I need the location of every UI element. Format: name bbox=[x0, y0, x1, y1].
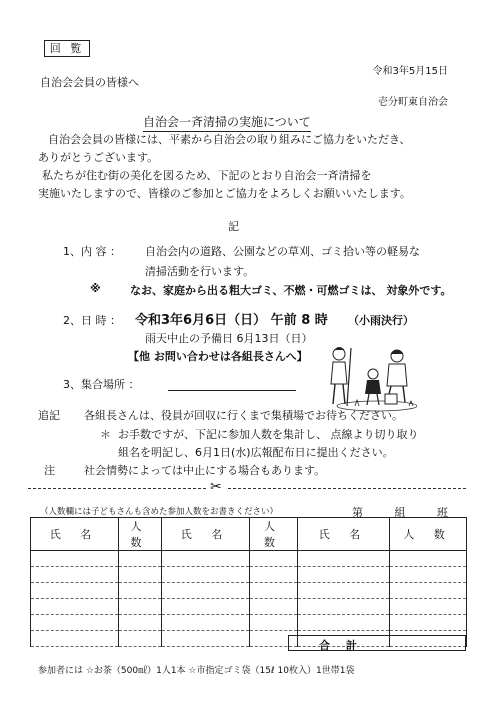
count-cell[interactable] bbox=[390, 615, 467, 631]
count-cell[interactable] bbox=[119, 567, 162, 583]
addendum-line-3: 組名を明記し、6月1日(水)広報配布日に提出ください。 bbox=[118, 446, 394, 459]
addendum-label: 追記 bbox=[38, 409, 60, 422]
col-count-2: 人 数 bbox=[250, 518, 298, 551]
total-cell[interactable] bbox=[288, 635, 466, 651]
addressee: 自治会会員の皆様へ bbox=[40, 76, 139, 89]
col-count-3: 人 数 bbox=[390, 518, 467, 551]
count-cell[interactable] bbox=[390, 583, 467, 599]
form-caption: （人数欄には子どもさんも含めた参加人数をお書きください） bbox=[40, 507, 279, 517]
caution-label: 注 bbox=[44, 464, 55, 477]
count-cell[interactable] bbox=[250, 567, 298, 583]
col-count-1: 人 数 bbox=[119, 518, 162, 551]
count-cell[interactable] bbox=[119, 631, 162, 647]
table-row bbox=[31, 599, 467, 615]
notice-date: 令和3年5月15日 bbox=[372, 66, 448, 77]
count-cell[interactable] bbox=[119, 551, 162, 567]
count-cell[interactable] bbox=[119, 583, 162, 599]
intro-line-3: 私たちが住む街の美化を図るため、下記のとおり自治会一斉清掃を bbox=[42, 169, 372, 182]
name-cell[interactable] bbox=[298, 567, 390, 583]
count-cell[interactable] bbox=[250, 583, 298, 599]
name-cell[interactable] bbox=[162, 567, 250, 583]
rain-date: 雨天中止の予備日 6月13日（日） bbox=[145, 332, 313, 345]
table-row bbox=[31, 567, 467, 583]
datetime-label: 2、日 時 ： bbox=[63, 314, 121, 327]
datetime-value: 令和3年6月6日（日） 午前 8 時 bbox=[135, 313, 328, 328]
name-cell[interactable] bbox=[162, 615, 250, 631]
datetime-weather: （小雨決行） bbox=[348, 314, 414, 327]
table-row bbox=[31, 615, 467, 631]
col-name-3: 氏 名 bbox=[298, 518, 390, 551]
col-name-1: 氏 名 bbox=[31, 518, 119, 551]
name-cell[interactable] bbox=[162, 599, 250, 615]
table-row bbox=[31, 551, 467, 567]
participant-gifts-note: 参加者には ☆お茶（500㎖）1人1本 ☆市指定ゴミ袋（15ℓ 10枚入）1世帯1袋 bbox=[38, 666, 355, 676]
name-cell[interactable] bbox=[31, 631, 119, 647]
addendum-line-1: 各組長さんは、役員が回収に行くまで集積場でお待ちください。 bbox=[84, 409, 403, 422]
name-cell[interactable] bbox=[162, 551, 250, 567]
table-header-row bbox=[31, 518, 467, 551]
count-cell[interactable] bbox=[250, 551, 298, 567]
organization-name: 壱分町東自治会 bbox=[378, 97, 448, 108]
name-cell[interactable] bbox=[162, 583, 250, 599]
content-note: なお、家庭から出る粗大ゴミ、不燃・可燃ゴミは、 対象外です。 bbox=[130, 284, 452, 297]
name-cell[interactable] bbox=[31, 583, 119, 599]
name-cell[interactable] bbox=[298, 551, 390, 567]
caution-note: 社会情勢によっては中止にする場合もあります。 bbox=[84, 464, 326, 477]
contact-note: 【他 お問い合わせは各組長さんへ】 bbox=[128, 350, 308, 363]
count-cell[interactable] bbox=[250, 599, 298, 615]
cut-line bbox=[28, 488, 466, 489]
addendum-mark: ＊ bbox=[100, 428, 111, 441]
count-cell[interactable] bbox=[119, 599, 162, 615]
notice-title: 自治会一斉清掃の実施について bbox=[143, 113, 311, 132]
name-cell[interactable] bbox=[298, 615, 390, 631]
name-cell[interactable] bbox=[31, 599, 119, 615]
participant-table bbox=[30, 517, 467, 647]
intro-line-4: 実施いたしますので、皆様のご参加とご協力をよろしくお願いいたします。 bbox=[38, 187, 411, 200]
count-cell[interactable] bbox=[119, 615, 162, 631]
name-cell[interactable] bbox=[31, 551, 119, 567]
total-label: 合 計 bbox=[319, 639, 363, 652]
name-cell[interactable] bbox=[162, 631, 250, 647]
scissors-icon: ✂ bbox=[206, 479, 226, 495]
name-cell[interactable] bbox=[31, 615, 119, 631]
name-cell[interactable] bbox=[298, 583, 390, 599]
cleaning-people-illustration bbox=[325, 342, 417, 412]
table-row bbox=[31, 583, 467, 599]
note-mark: ※ bbox=[90, 282, 101, 295]
ki-heading: 記 bbox=[228, 220, 239, 233]
content-line-2: 清掃活動を行います。 bbox=[145, 265, 255, 278]
addendum-line-2: お手数ですが、下記に参加人数を集計し、 点線より切り取り bbox=[118, 428, 419, 441]
count-cell[interactable] bbox=[390, 567, 467, 583]
count-cell[interactable] bbox=[390, 551, 467, 567]
meeting-place-blank bbox=[168, 390, 296, 391]
name-cell[interactable] bbox=[31, 567, 119, 583]
meeting-label: 3、集合場所 ： bbox=[63, 378, 140, 391]
count-cell[interactable] bbox=[250, 615, 298, 631]
count-cell[interactable] bbox=[390, 599, 467, 615]
content-line-1: 自治会内の道路、公園などの草刈、ゴミ拾い等の軽易な bbox=[145, 245, 420, 258]
name-cell[interactable] bbox=[298, 599, 390, 615]
intro-line-1: 自治会会員の皆様には、平素から自治会の取り組みにご協力をいただき、 bbox=[48, 133, 411, 146]
circulate-stamp: 回 覧 bbox=[44, 40, 90, 57]
group-label: 第 組 班 bbox=[352, 506, 462, 519]
intro-line-2: ありがとうございます。 bbox=[38, 151, 159, 164]
col-name-2: 氏 名 bbox=[162, 518, 250, 551]
content-label: 1、内 容 ： bbox=[63, 245, 121, 258]
